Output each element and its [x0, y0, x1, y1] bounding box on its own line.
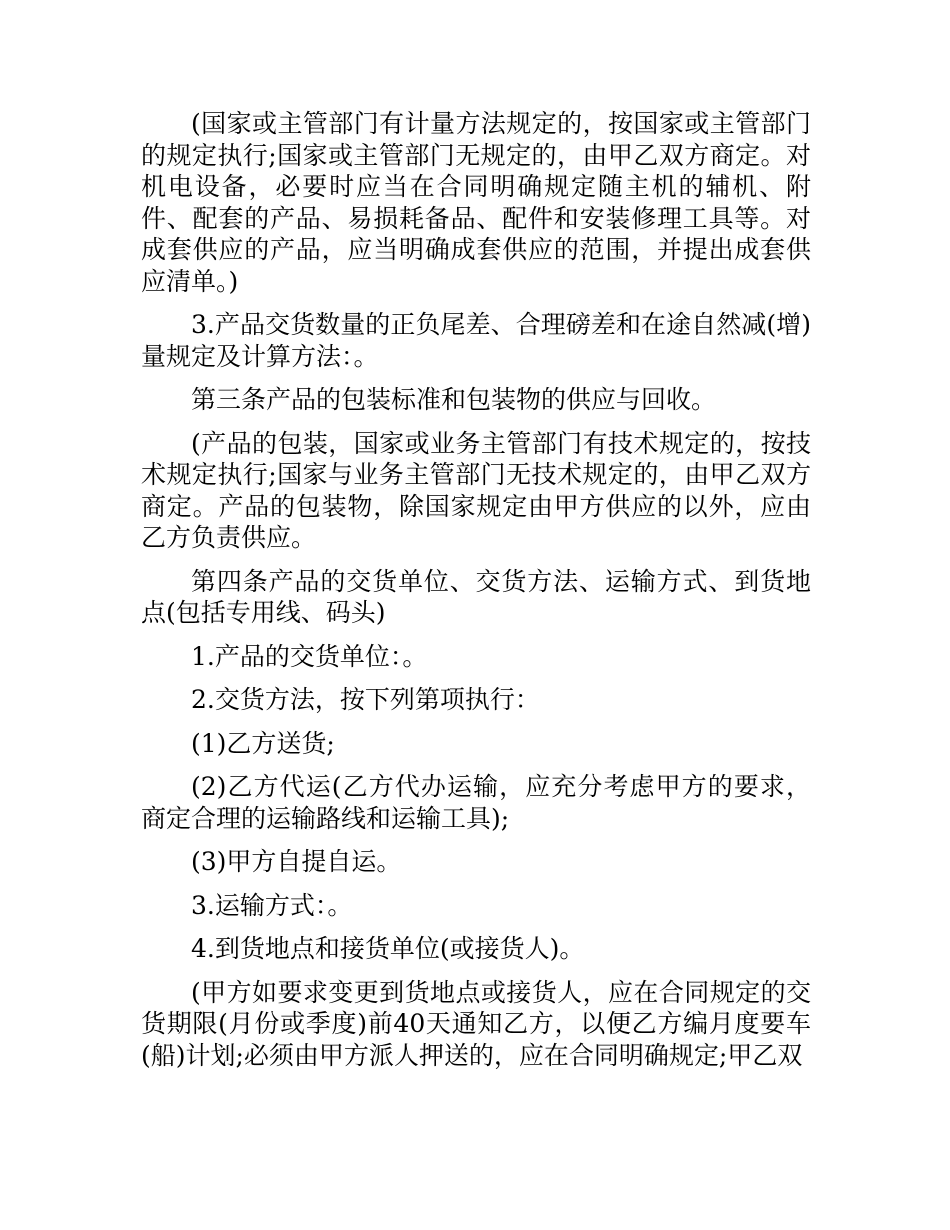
paragraph-option-three: (3)甲方自提自运。	[191, 847, 402, 876]
paragraph-option-two: (2)乙方代运(乙方代办运输，应充分考虑甲方的要求，商定合理的运输路线和运输工具);	[141, 772, 811, 833]
paragraph-delivery-method: 2.交货方法，按下列第项执行：	[191, 685, 540, 714]
paragraph-destination: 4.到货地点和接货单位(或接货人)。	[191, 934, 585, 963]
paragraph-option-one: (1)乙方送货;	[191, 728, 335, 758]
paragraph-measurement-rules: (国家或主管部门有计量方法规定的，按国家或主管部门的规定执行;国家或主管部门无规定的，由甲乙双方商定。对机电设备，必要时应当在合同明确规定随主机的辅机、附件、配套的产品、易损耗备品、配件和安装修理工具等。对成套供应的产品，应当明确成套供应的范围，并提出成套供应清单。)	[141, 109, 811, 296]
paragraph-transport-mode: 3.运输方式：。	[191, 890, 353, 920]
document-body	[141, 108, 811, 1083]
paragraph-change-notice: (甲方如要求变更到货地点或接货人，应在合同规定的交货期限(月份或季度)前40天通知乙方，以便乙方编月度要车(船)计划;必须由甲方派人押送的，应在合同明确规定;甲乙双	[141, 977, 811, 1070]
paragraph-article-three-heading: 第三条产品的包装标准和包装物的供应与回收。	[191, 385, 717, 414]
paragraph-delivery-unit: 1.产品的交货单位：。	[191, 641, 428, 671]
paragraph-packaging-rules: (产品的包装，国家或业务主管部门有技术规定的，按技术规定执行;国家与业务主管部门无技术规定的，由甲乙双方商定。产品的包装物，除国家规定由甲方供应的以外，应由乙方负责供应。	[141, 428, 811, 552]
paragraph-quantity-tolerance: 3.产品交货数量的正负尾差、合理磅差和在途自然减(增)量规定及计算方法：。	[141, 310, 811, 371]
paragraph-article-four-heading: 第四条产品的交货单位、交货方法、运输方式、到货地点(包括专用线、码头)	[141, 566, 811, 627]
